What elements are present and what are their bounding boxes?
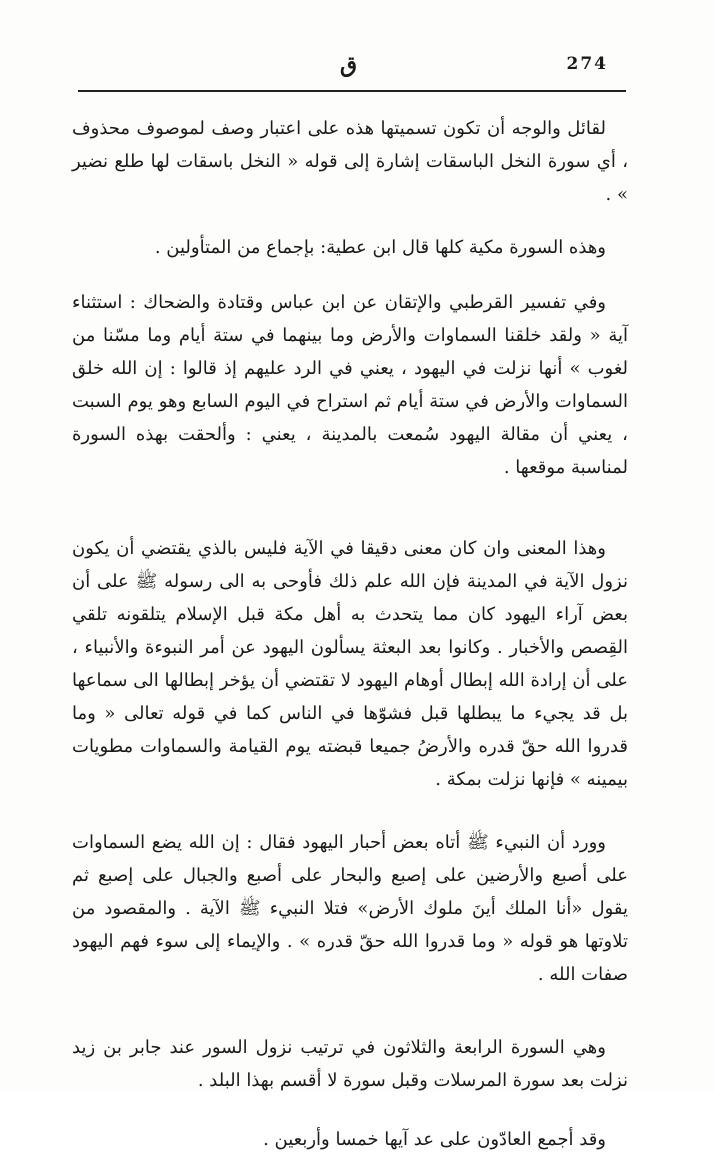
paragraph: وقد أجمع العادّون على عد آيها خمسا وأربعين . — [263, 1129, 606, 1150]
paragraph: وهي السورة الرابعة والثلاثون في ترتيب نزول السور عند جابر بن زيد نزلت بعد سورة المرسلات وقبل سورة لا أقسم بهذا البلد . — [72, 1037, 628, 1091]
page-body — [72, 112, 628, 1156]
paragraph: لقائل والوجه أن تكون تسميتها هذه على اعتبار وصف لموصوف محذوف ، أي سورة النخل الباسقات إشارة إلى قوله « النخل باسقات لها طلع نضير » . — [72, 118, 628, 205]
page-number: 274 — [566, 54, 608, 74]
paragraph: وفي تفسير القرطبي والإتقان عن ابن عباس وقتادة والضحاك : استثناء آية « ولقد خلقنا السماوات والأرض وما بينهما في ستة أيام وما مسّنا من لغوب » أنها نزلت في اليهود ، يعني في الرد عليهم إذ قالوا : إن الله خلق السماوات والأرض في ستة أيام ثم استراح في اليوم السابع وهو يوم السبت ، يعني أن مقالة اليهود سُمعت بالمدينة ، يعني : وألحقت بهذه السورة لمناسبة موقعها . — [72, 292, 628, 478]
paragraph: وهذا المعنى وان كان معنى دقيقا في الآية فليس بالذي يقتضي أن يكون نزول الآية في المدينة فإن الله علم ذلك فأوحى به الى رسوله ﷺ على أن بعض آراء اليهود كان مما يتحدث به أهل مكة قبل الإسلام يتلقونه تلقي القِصص والأخبار . وكانوا بعد البعثة يسألون اليهود عن أمر النبوءة والأنبياء ، على أن إرادة الله إبطال أوهام اليهود لا تقتضي أن يؤخر إبطالها الى سماعها بل قد يجيء ما يبطلها قبل فشوّها في الناس كما في قوله تعالى « وما قدروا الله حقّ قدره والأرضُ جميعا قبضته يوم القيامة والسماوات مطويات بيمينه » فإنها نزلت بمكة . — [72, 538, 628, 790]
page-header — [78, 52, 626, 88]
header-rule — [78, 90, 626, 92]
running-title: ق — [340, 52, 358, 78]
paragraph: وورد أن النبيء ﷺ أتاه بعض أحبار اليهود فقال : إن الله يضع السماوات على أصبع والأرضين على إصبع والبحار على أصبع والجبال على إصبع ثم يقول «أنا الملك أينَ ملوك الأرض» فتلا النبيء ﷺ الآية . والمقصود من تلاوتها هو قوله « وما قدروا الله حقّ قدره » . والإيماء إلى سوء فهم اليهود صفات الله . — [72, 832, 628, 985]
paragraph: وهذه السورة مكية كلها قال ابن عطية: بإجماع من المتأولين . — [154, 237, 606, 258]
